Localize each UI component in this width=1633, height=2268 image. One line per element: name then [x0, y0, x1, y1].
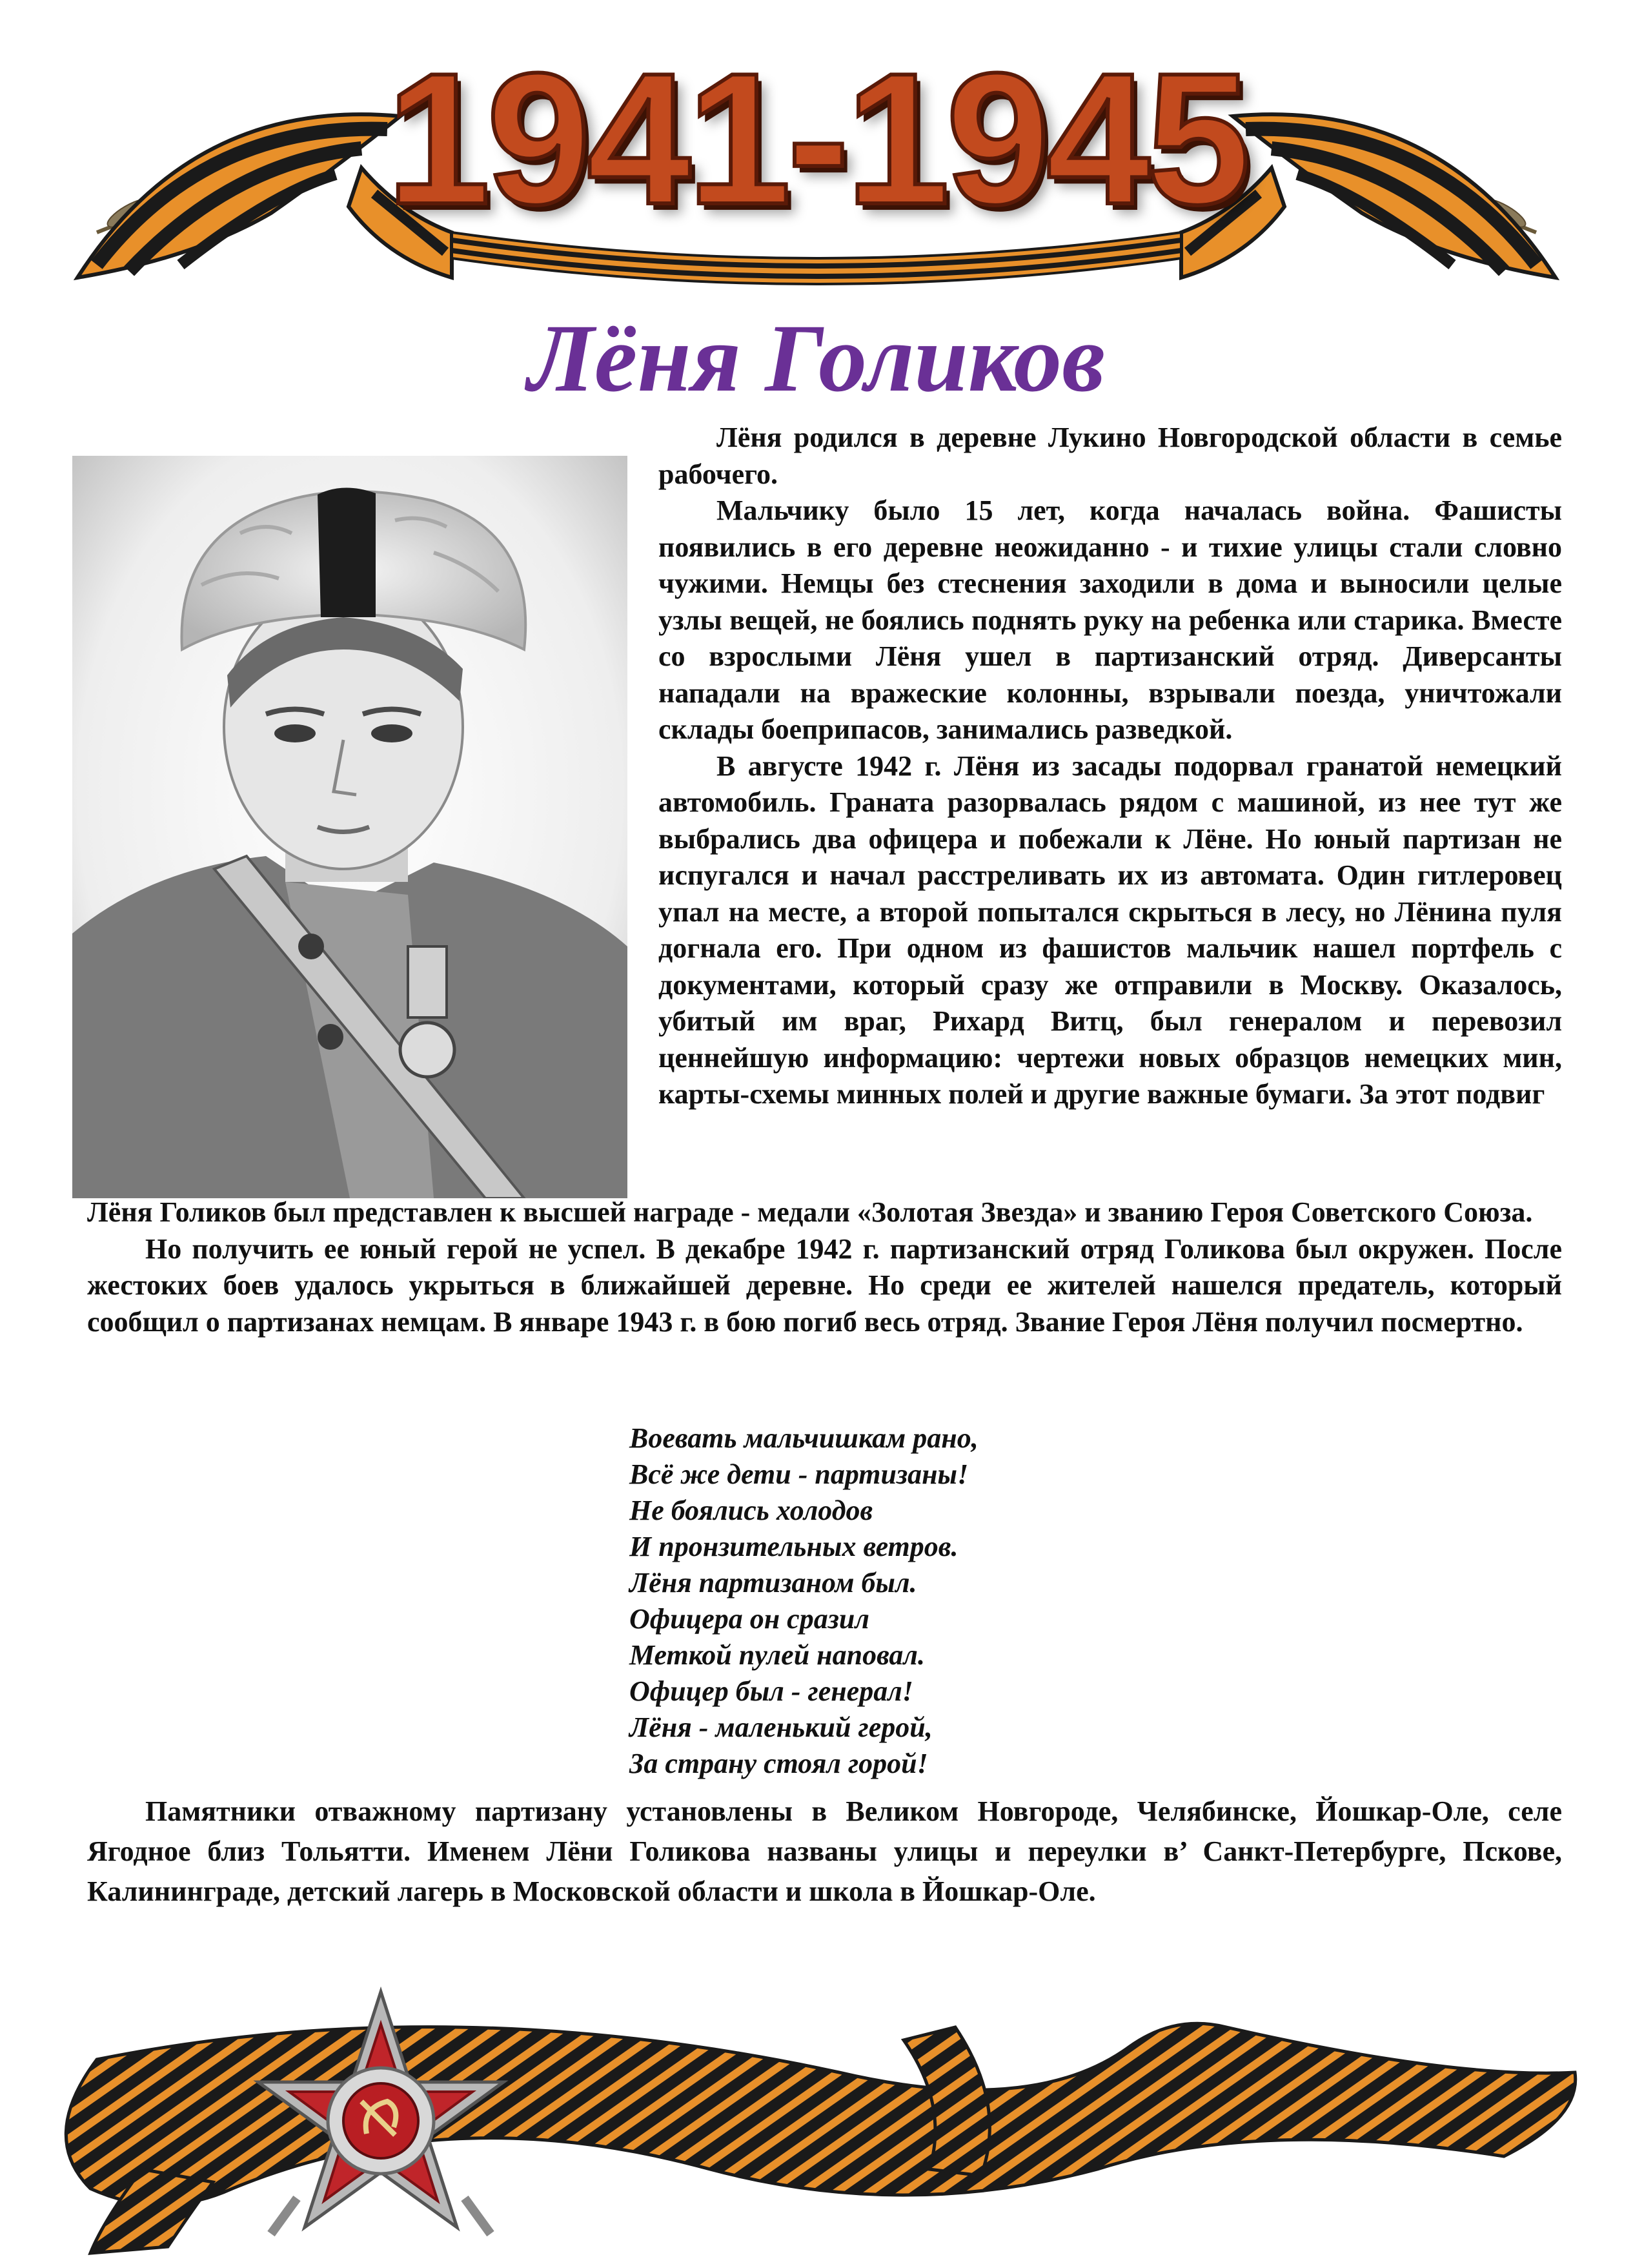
page-title: Лёня Голиков	[527, 305, 1106, 412]
poem-line: Меткой пулей наповал.	[629, 1639, 926, 1671]
poem-line: Воевать мальчишкам рано,	[629, 1422, 979, 1454]
award-paragraph: Лёня Голиков был представлен к высшей награде - медали «Золотая Звезда» и званию Героя Советского Союза.	[87, 1196, 1533, 1228]
footer-ribbon-banner	[0, 1976, 1633, 2265]
poem	[629, 1420, 1210, 1782]
intro-text-block	[658, 420, 1562, 1113]
full-width-text-block	[87, 1194, 1562, 1340]
header-years: 1941-1945	[386, 34, 1247, 243]
memorials-paragraph: Памятники отважному партизану установлены в Великом Новгороде, Челябинске, Йошкар-Оле, селе Ягодное близ Тольятти. Именем Лёни Голикова названы улицы и переулки в’ Санкт-Петербурге, Пскове, Калининграде, детский лагерь в Московской области и школа в Йошкар-Оле.	[87, 1795, 1562, 1907]
intro-paragraph-2: Мальчику было 15 лет, когда началась война. Фашисты появились в его деревне неожиданно - и тихие улицы стали словно чужими. Немцы без стеснения заходили в дома и выносили целые узлы вещей, не боялись поднять руку на ребенка или старика. Вместе со взрослыми Лёня ушел в партизанский отряд. Диверсанты нападали на вражеские колонны, взрывали поезда, уничтожали склады боеприпасов, занимались разведкой.	[658, 495, 1562, 745]
poem-line: Офицер был - генерал!	[629, 1675, 913, 1707]
st-george-ribbon	[0, 1976, 1633, 2265]
death-paragraph: Но получить ее юный герой не успел. В декабре 1942 г. партизанский отряд Голикова был окружен. После жестоких боев удалось укрыться в ближайшей деревне. Но среди ее жителей нашелся предатель, который сообщил о партизанах немцам. В январе 1943 г. в бою погиб весь отряд. Звание Героя Лёня получил посмертно.	[87, 1232, 1562, 1338]
poem-line: Всё же дети - партизаны!	[629, 1458, 969, 1490]
poem-line: Не боялись холодов	[629, 1495, 873, 1526]
intro-paragraph-3: В августе 1942 г. Лёня из засады подорвал гранатой немецкий автомобиль. Граната разорвалась рядом с машиной, из нее тут же выбрались два офицера и побежали к Лёне. Но юный партизан не испугался и начал расстреливать их из автомата. Один гитлеровец упал на месте, а второй попытался скрыться в лесу, но Лёнина пуля догнала его. При одном из фашистов мальчик нашел портфель с документами, который сразу же отправили в Москву. Оказалось, убитый им враг, Рихард Витц, был генералом и перевозил ценнейшую информацию: чертежи новых образцов немецких мин, карты-схемы минных полей и другие важные бумаги. За этот подвиг	[658, 750, 1562, 1110]
poem-line: За страну стоял горой!	[629, 1748, 928, 1779]
closing-text	[87, 1792, 1562, 1912]
poem-line: Лёня партизаном был.	[629, 1567, 917, 1599]
intro-paragraph-1: Лёня родился в деревне Лукино Новгородской области в семье рабочего.	[658, 422, 1562, 490]
portrait-illustration	[72, 456, 627, 1198]
poem-line: Лёня - маленький герой,	[629, 1711, 933, 1743]
header-banner	[0, 0, 1633, 303]
poem-line: Офицера он сразил	[629, 1603, 869, 1635]
poem-line: И пронзительных ветров.	[629, 1531, 959, 1562]
portrait-photo	[72, 456, 627, 1198]
